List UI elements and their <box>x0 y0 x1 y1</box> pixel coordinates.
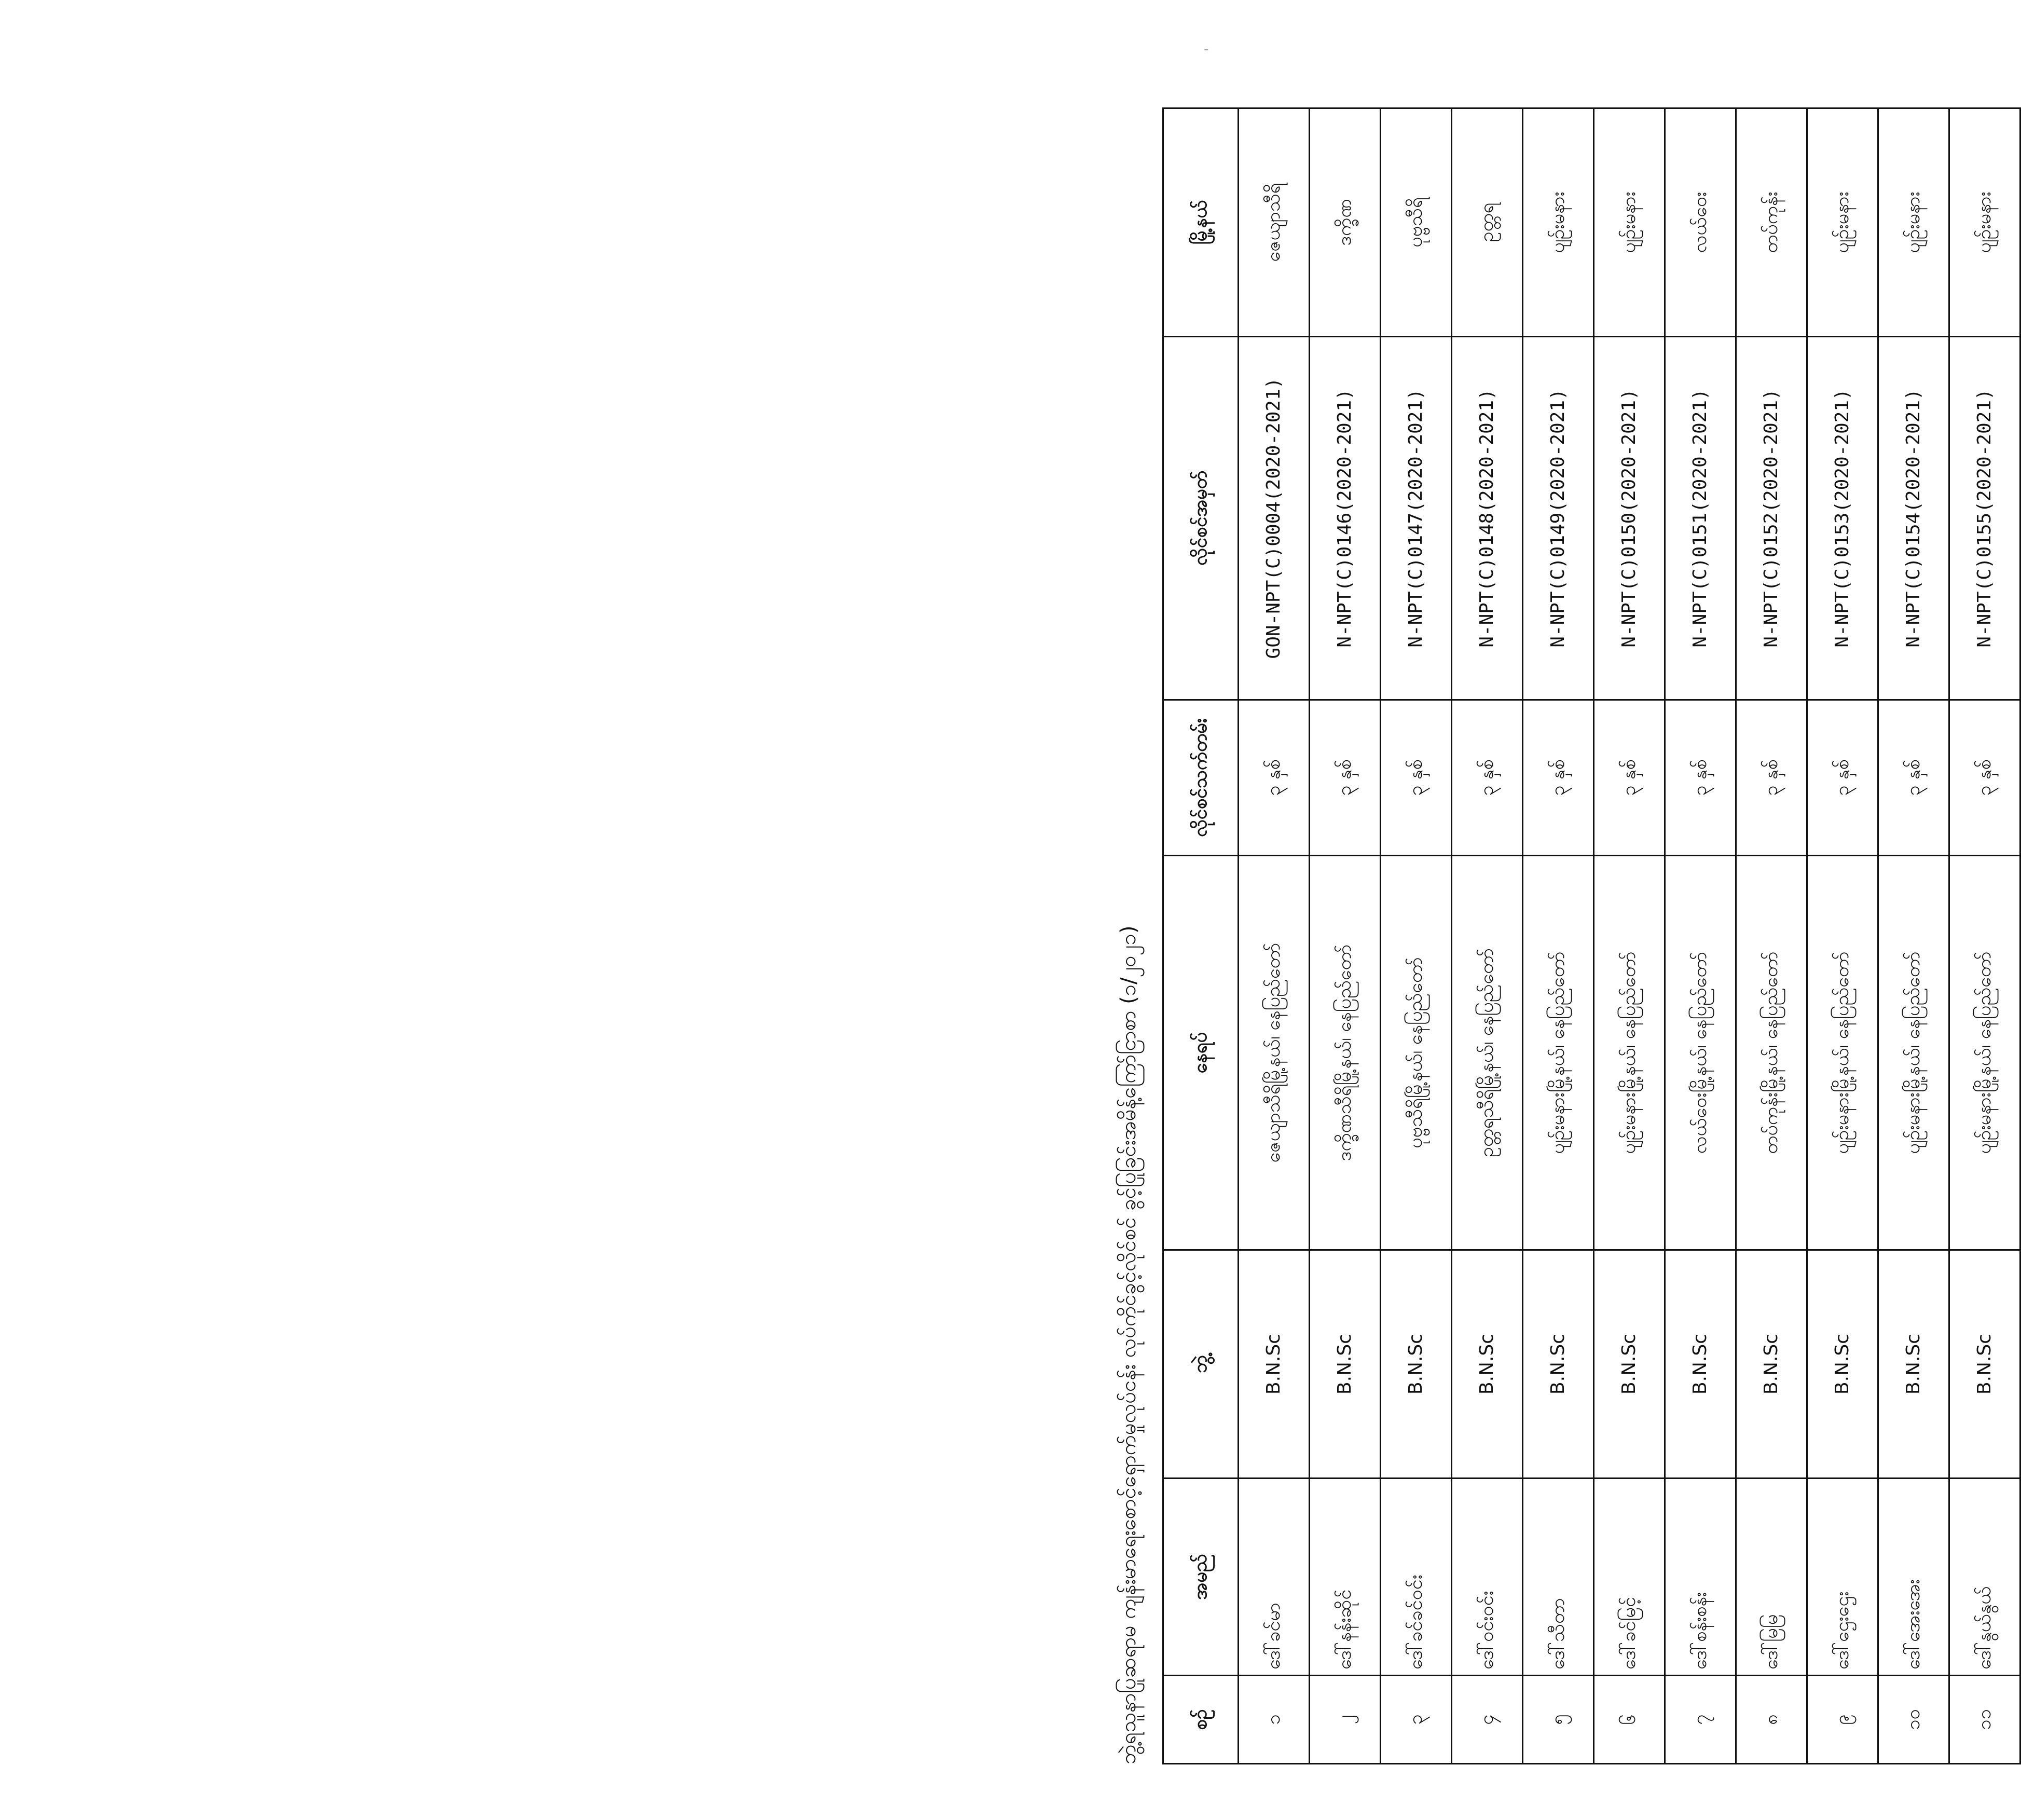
row-degree: B.N.Sc <box>1452 1250 1523 1479</box>
header-row <box>1163 108 1239 1764</box>
row-township: ပုဗ္ဗသီရိ <box>1381 108 1452 337</box>
row-name: ဒေါ်ခင်ခင်ဝင်း <box>1381 1479 1452 1676</box>
row-license-number: N-NPT(C)0154(2020-2021) <box>1878 337 1949 700</box>
row-validity: ၃ နှစ် <box>1878 700 1949 856</box>
row-number: ၁ <box>1239 1676 1310 1764</box>
table-row <box>1239 108 1310 1764</box>
row-validity: ၃ နှစ် <box>1665 700 1736 856</box>
row-validity: ၃ နှစ် <box>1807 700 1878 856</box>
row-address: ဥတ္တရသီရိမြို့နယ်၊ နေပြည်တော် <box>1452 856 1523 1250</box>
header-no: စဉ် <box>1163 1676 1239 1764</box>
row-township: ဥတ္တရ <box>1452 108 1523 337</box>
row-license-number: N-NPT(C)0151(2020-2021) <box>1665 337 1736 700</box>
row-license-number: N-NPT(C)0147(2020-2021) <box>1381 337 1452 700</box>
table-row <box>1523 108 1594 1764</box>
row-license-number: N-NPT(C)0152(2020-2021) <box>1736 337 1807 700</box>
row-township: ပျဉ်းမနား <box>1523 108 1594 337</box>
row-license-number: N-NPT(C)0155(2020-2021) <box>1949 337 2020 700</box>
table-body <box>1239 108 2020 1764</box>
row-township: ပျဉ်းမနား <box>1949 108 2020 337</box>
row-degree: B.N.Sc <box>1523 1250 1594 1479</box>
row-degree: B.N.Sc <box>1949 1250 2020 1479</box>
row-validity: ၃ နှစ် <box>1310 700 1381 856</box>
table-row <box>1665 108 1736 1764</box>
row-number: ၇ <box>1665 1676 1736 1764</box>
table-row <box>1452 108 1523 1764</box>
rotated-page <box>1105 88 2018 1785</box>
row-address: ပျဉ်းမနားမြို့နယ်၊ နေပြည်တော် <box>1594 856 1665 1250</box>
row-name: ဒေါ်နန်းဆိုင် <box>1310 1479 1381 1676</box>
table-row <box>1807 108 1878 1764</box>
row-address: ပျဉ်းမနားမြို့နယ်၊ နေပြည်တော် <box>1523 856 1594 1250</box>
row-degree: B.N.Sc <box>1878 1250 1949 1479</box>
row-number: ၅ <box>1523 1676 1594 1764</box>
row-name: ဒေါ်ခင်မြင့် <box>1594 1479 1665 1676</box>
license-table <box>1162 107 2021 1764</box>
row-name: ဒေါ်နွယ်နွယ် <box>1949 1479 2020 1676</box>
row-validity: ၃ နှစ် <box>1736 700 1807 856</box>
row-validity: ၃ နှစ် <box>1381 700 1452 856</box>
row-address: ပျဉ်းမနားမြို့နယ်၊ နေပြည်တော် <box>1807 856 1878 1250</box>
row-name: ဒေါ်စန်းစန်း <box>1665 1479 1736 1676</box>
row-license-number: N-NPT(C)0153(2020-2021) <box>1807 337 1878 700</box>
header-name: အမည် <box>1163 1479 1239 1676</box>
row-township: ဇေယျာသီရိ <box>1239 108 1310 337</box>
table-row <box>1381 108 1452 1764</box>
header-township: မြို့နယ် <box>1163 108 1239 337</box>
row-township: ဒက္ခိဏ <box>1310 108 1381 337</box>
row-degree: B.N.Sc <box>1807 1250 1878 1479</box>
row-degree: B.N.Sc <box>1594 1250 1665 1479</box>
row-name: ဒေါ်ဝင်းဝင်း <box>1452 1479 1523 1676</box>
row-degree: B.N.Sc <box>1736 1250 1807 1479</box>
table-row <box>1594 108 1665 1764</box>
row-validity: ၃ နှစ် <box>1949 700 2020 856</box>
row-address: တပ်ကုန်းမြို့နယ်၊ နေပြည်တော် <box>1736 856 1807 1250</box>
table-row <box>1949 108 2020 1764</box>
row-number: ၈ <box>1736 1676 1807 1764</box>
row-license-number: N-NPT(C)0149(2020-2021) <box>1523 337 1594 700</box>
row-address: ပျဉ်းမနားမြို့နယ်၊ နေပြည်တော် <box>1949 856 2020 1250</box>
header-address: နေရပ် <box>1163 856 1239 1250</box>
row-degree: B.N.Sc <box>1239 1250 1310 1479</box>
row-validity: ၃ နှစ် <box>1452 700 1523 856</box>
scan-mark: - <box>1204 42 1209 57</box>
row-degree: B.N.Sc <box>1665 1250 1736 1479</box>
row-township: ပျဉ်းမနား <box>1878 108 1949 337</box>
row-township: ပျဉ်းမနား <box>1807 108 1878 337</box>
row-name: ဒေါ်အေးအေး <box>1878 1479 1949 1676</box>
header-degree: ဘွဲ့ <box>1163 1250 1239 1479</box>
row-number: ၄ <box>1452 1676 1523 1764</box>
row-name: ဒေါ်ခင်မာ <box>1239 1479 1310 1676</box>
row-address: ဒက္ခိဏသီရိမြို့နယ်၊ နေပြည်တော် <box>1310 856 1381 1250</box>
row-township: လယ်ဝေး <box>1665 108 1736 337</box>
row-address: ဇေယျာသီရိမြို့နယ်၊ နေပြည်တော် <box>1239 856 1310 1250</box>
header-validity: လိုင်စင်သက်တမ်း <box>1163 700 1239 856</box>
row-township: တပ်ကုန်း <box>1736 108 1807 337</box>
row-number: ၁၁ <box>1949 1676 2020 1764</box>
row-validity: ၃ နှစ် <box>1594 700 1665 856</box>
row-number: ၉ <box>1807 1676 1878 1764</box>
row-name: ဒေါ်သီတာ <box>1523 1479 1594 1676</box>
row-township: ပျဉ်းမနား <box>1594 108 1665 337</box>
row-license-number: GON-NPT(C)0004(2020-2021) <box>1239 337 1310 700</box>
row-validity: ၃ နှစ် <box>1239 700 1310 856</box>
row-number: ၆ <box>1594 1676 1665 1764</box>
row-license-number: N-NPT(C)0148(2020-2021) <box>1452 337 1523 700</box>
table-row <box>1736 108 1807 1764</box>
row-license-number: N-NPT(C)0146(2020-2021) <box>1310 337 1381 700</box>
row-license-number: N-NPT(C)0150(2020-2021) <box>1594 337 1665 700</box>
row-degree: B.N.Sc <box>1381 1250 1452 1479</box>
row-degree: B.N.Sc <box>1310 1250 1381 1479</box>
row-number: ၃ <box>1381 1676 1452 1764</box>
row-address: ပျဉ်းမနားမြို့နယ်၊ နေပြည်တော် <box>1878 856 1949 1250</box>
row-name: ဒေါ်ဌေးဌေး <box>1807 1479 1878 1676</box>
table-row <box>1310 108 1381 1764</box>
row-address: ပုဗ္ဗသီရိမြို့နယ်၊ နေပြည်တော် <box>1381 856 1452 1250</box>
document-title: ဘွဲ့ရသူနာပြုဆရာမ ကျန်းမာရေးစောင့်ရှောက်မှုလုပ်ငန်း လုပ်ကိုင်ခွင့်လိုင်စင် ခွင့်ပြုခြင်းအမိန့်ကြော်ငြာစာ (၁/၂၀၂၁) <box>1117 925 1140 1764</box>
header-license: လိုင်စင်အမှတ် <box>1163 337 1239 700</box>
row-name: ဒေါ်မြမြ <box>1736 1479 1807 1676</box>
row-number: ၁၀ <box>1878 1676 1949 1764</box>
row-validity: ၃ နှစ် <box>1523 700 1594 856</box>
row-number: ၂ <box>1310 1676 1381 1764</box>
row-address: လယ်ဝေးမြို့နယ်၊ နေပြည်တော် <box>1665 856 1736 1250</box>
table-row <box>1878 108 1949 1764</box>
